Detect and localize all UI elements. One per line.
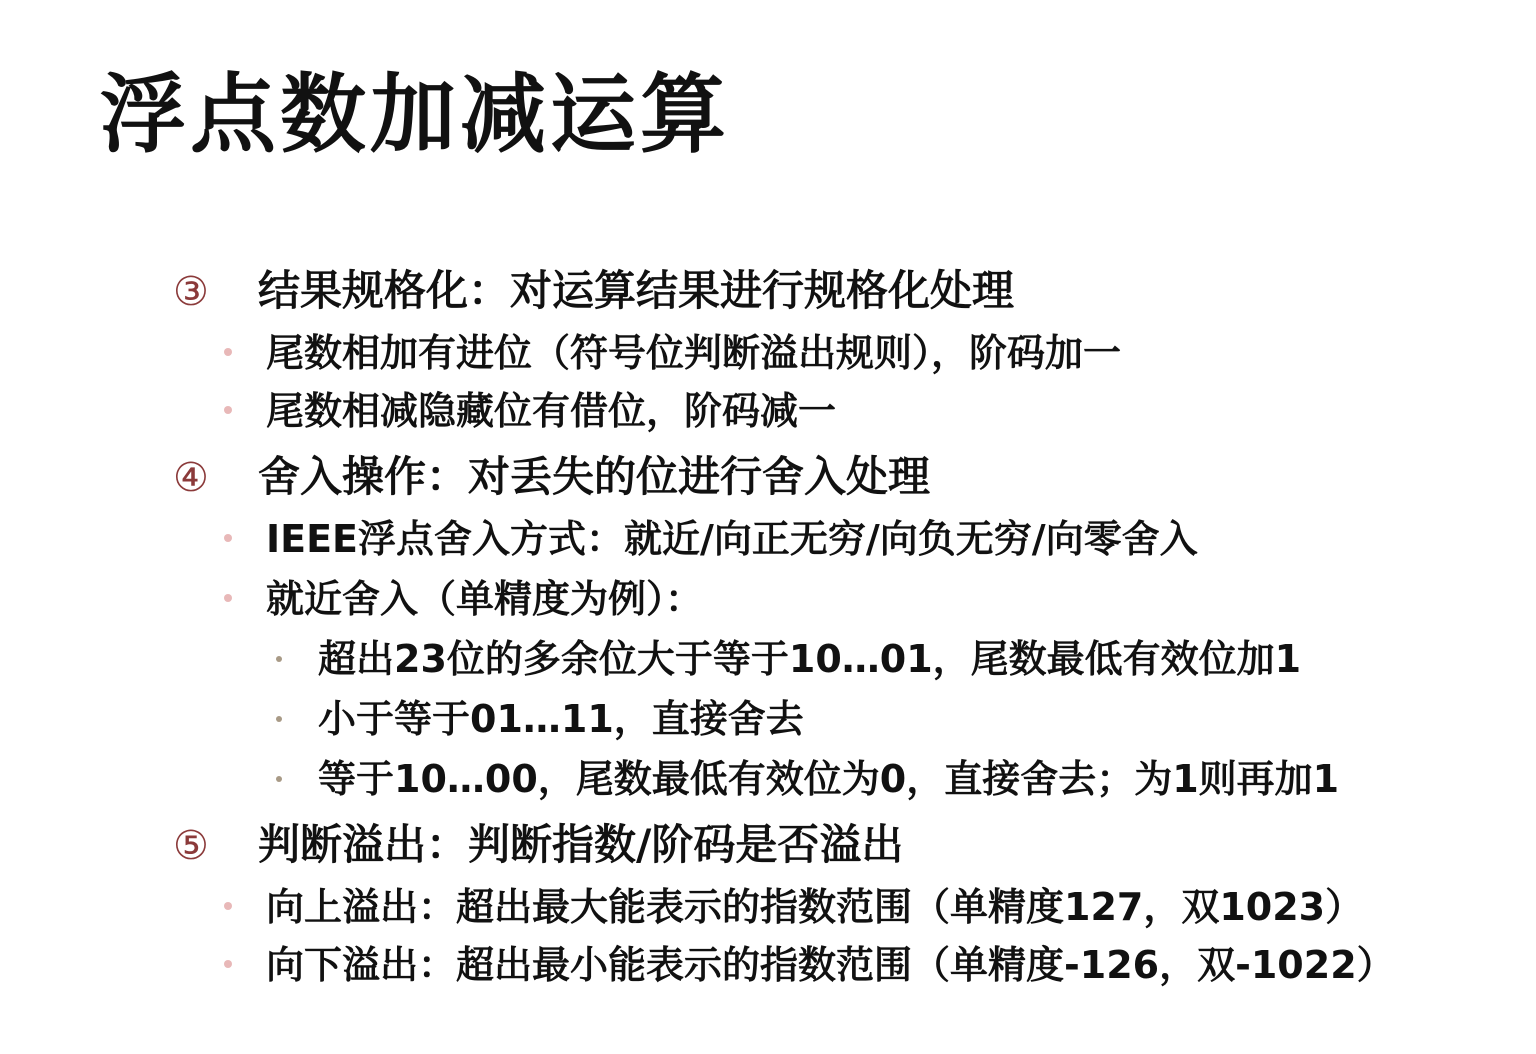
bullet-icon xyxy=(224,960,232,968)
step-5-marker: ⑤ xyxy=(173,823,209,869)
sub-list-item xyxy=(318,637,1302,681)
list-item xyxy=(266,577,704,621)
list-item-text: 就近舍入（单精度为例）： xyxy=(266,577,704,621)
step-4-marker: ④ xyxy=(173,455,209,501)
step-5-heading xyxy=(173,820,904,869)
list-item xyxy=(266,517,1198,561)
list-item xyxy=(266,389,837,433)
bullet-icon xyxy=(224,406,232,414)
sub-list-item-text: 超出23位的多余位大于等于10…01，尾数最低有效位加1 xyxy=(318,637,1302,681)
step-3-heading xyxy=(173,266,1015,315)
step-3-text: 结果规格化：对运算结果进行规格化处理 xyxy=(258,266,1015,315)
list-item xyxy=(266,885,1364,929)
list-item-text: 向下溢出：超出最小能表示的指数范围（单精度-126，双-1022） xyxy=(266,943,1395,987)
sub-list-item-text: 等于10…00，尾数最低有效位为0，直接舍去；为1则再加1 xyxy=(318,757,1340,801)
sub-list-item xyxy=(318,757,1340,801)
list-item xyxy=(266,943,1395,987)
slide-title: 浮点数加减运算 xyxy=(100,65,730,165)
step-5-text: 判断溢出：判断指数/阶码是否溢出 xyxy=(258,820,904,869)
bullet-icon xyxy=(276,656,282,662)
list-item-text: 尾数相加有进位（符号位判断溢出规则），阶码加一 xyxy=(266,331,1122,375)
list-item-text: IEEE浮点舍入方式：就近/向正无穷/向负无穷/向零舍入 xyxy=(266,517,1198,561)
step-4-heading xyxy=(173,452,931,501)
bullet-icon xyxy=(224,348,232,356)
list-item-text: 向上溢出：超出最大能表示的指数范围（单精度127，双1023） xyxy=(266,885,1364,929)
bullet-icon xyxy=(276,776,282,782)
sub-list-item-text: 小于等于01…11，直接舍去 xyxy=(318,697,804,741)
bullet-icon xyxy=(224,534,232,542)
sub-list-item xyxy=(318,697,804,741)
bullet-icon xyxy=(224,902,232,910)
step-4-text: 舍入操作：对丢失的位进行舍入处理 xyxy=(258,452,931,501)
list-item xyxy=(266,331,1122,375)
bullet-icon xyxy=(224,594,232,602)
list-item-text: 尾数相减隐藏位有借位，阶码减一 xyxy=(266,389,837,433)
step-3-marker: ③ xyxy=(173,269,209,315)
bullet-icon xyxy=(276,716,282,722)
